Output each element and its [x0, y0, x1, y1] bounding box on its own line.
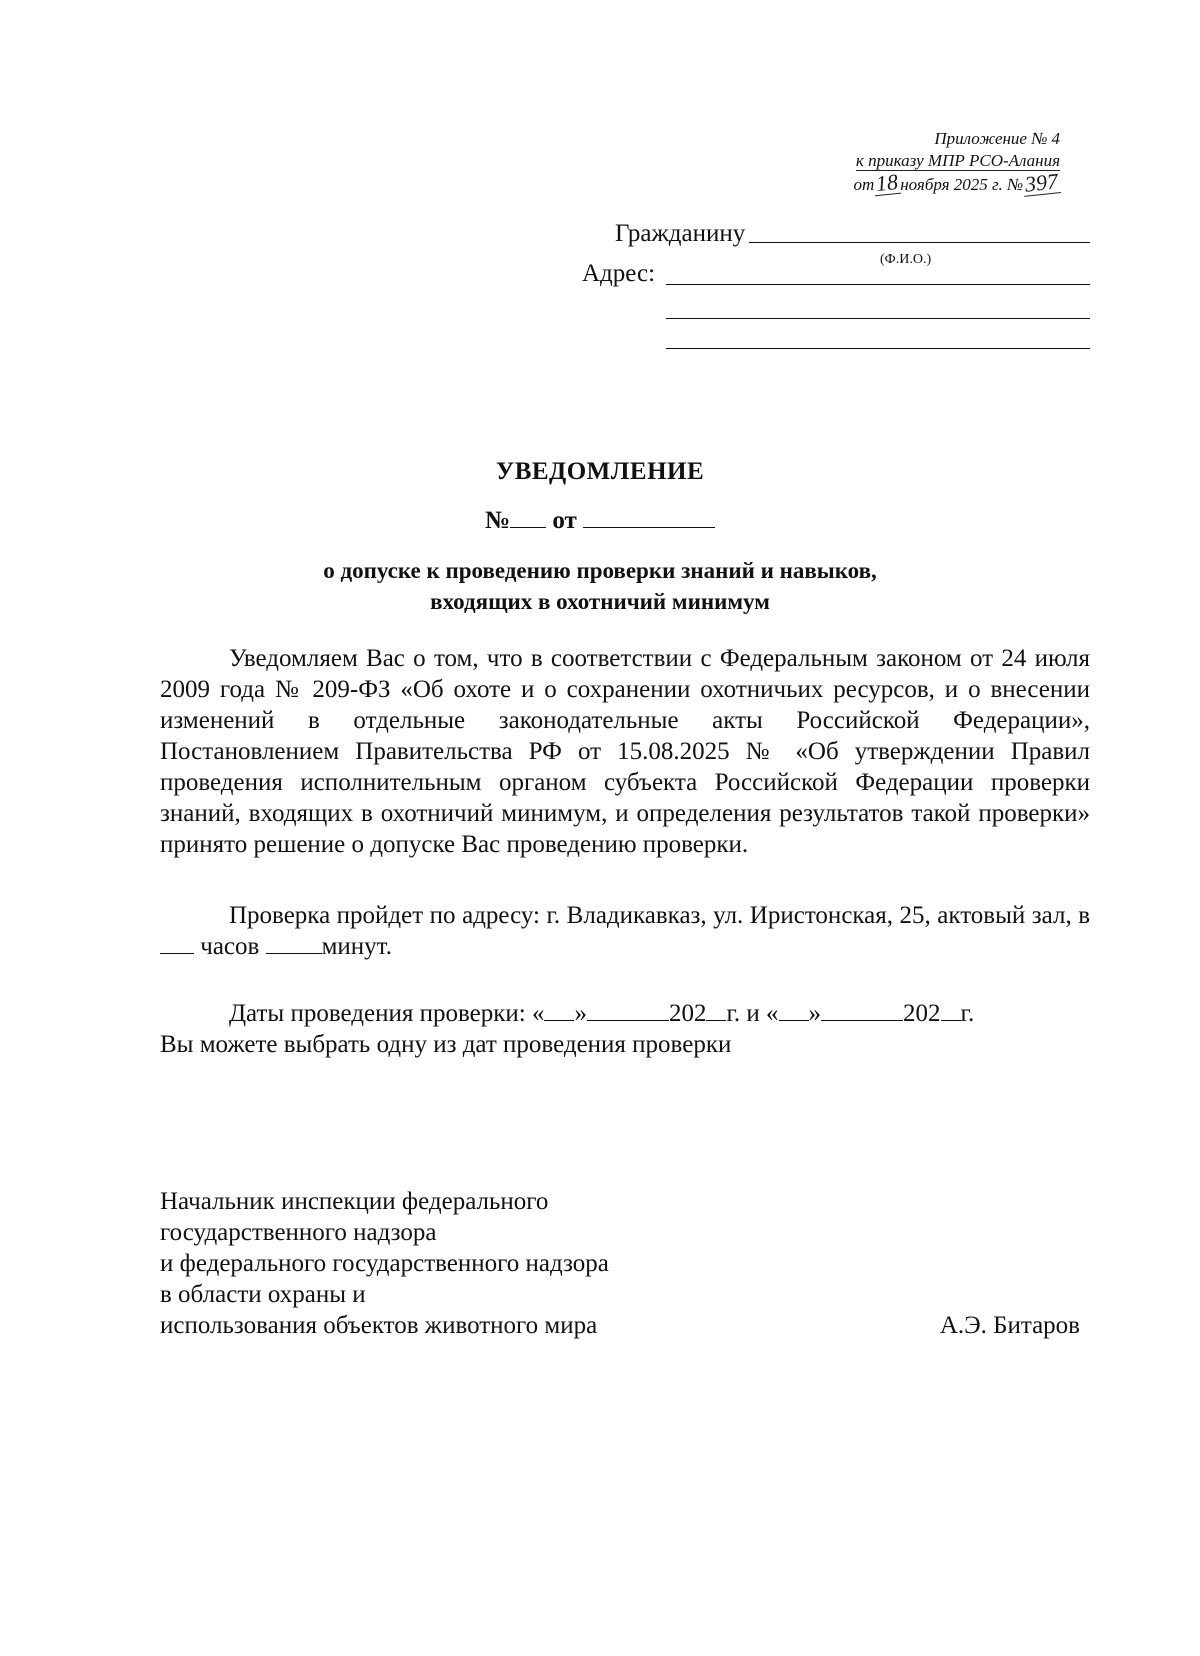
date1-quote-close: »: [574, 1000, 587, 1027]
subtitle-line-2: входящих в охотничий минимум: [430, 589, 770, 614]
date2-year-suffix: г.: [960, 1000, 975, 1027]
dates-label: Даты проведения проверки: «: [229, 1000, 545, 1027]
signer-position-line: Начальник инспекции федерального: [160, 1188, 549, 1215]
date1-day-blank[interactable]: [544, 1000, 574, 1021]
paragraph-location-text: [160, 900, 1090, 962]
document-title: УВЕДОМЛЕНИЕ: [495, 458, 705, 485]
date2-day-blank[interactable]: [779, 1000, 809, 1021]
address-line-1[interactable]: [666, 284, 1090, 285]
minutes-blank[interactable]: [266, 933, 322, 954]
dates-choice-note: Вы можете выбрать одну из дат проведения проверки: [160, 1031, 732, 1058]
subtitle-line-1: о допуске к проведению проверки знаний и навыков,: [323, 558, 877, 583]
number-label: №: [484, 507, 511, 534]
address-label: Адрес:: [582, 260, 656, 287]
location-text: Проверка пройдет по адресу: г. Владикавказ, ул. Иристонская, 25, актовый зал, в: [229, 902, 1090, 929]
document-subtitle: [0, 555, 1200, 617]
handwritten-order-number: 397: [1023, 168, 1060, 197]
from-label: от: [552, 507, 577, 534]
addressee-block: [582, 220, 1090, 364]
fio-caption: (Ф.И.О.): [880, 252, 932, 267]
date-separator: г. и «: [726, 1000, 779, 1027]
hours-label: часов: [200, 933, 260, 960]
notice-number-line: [0, 505, 1200, 535]
paragraph-location: [160, 900, 1090, 962]
paragraph-decision: [160, 643, 1090, 860]
signer-position-line: использования объектов животного мира: [160, 1312, 598, 1339]
signer-position-line: в области охраны и: [160, 1281, 366, 1308]
appendix-order-ref: к приказу МПР РСО-Алания: [855, 151, 1060, 170]
signature-block: [160, 1186, 1090, 1341]
handwritten-day: 18: [874, 168, 900, 197]
date-blank[interactable]: [583, 505, 715, 528]
date2-month-blank[interactable]: [821, 1000, 903, 1021]
signer-position-line: государственного надзора: [160, 1219, 437, 1246]
number-blank[interactable]: [510, 505, 546, 528]
date1-month-blank[interactable]: [587, 1000, 669, 1021]
address-line-2[interactable]: [666, 318, 1090, 319]
citizen-label: Гражданину: [615, 220, 746, 247]
date2-year-blank[interactable]: [941, 1000, 961, 1021]
date2-year-prefix: 202: [903, 1000, 941, 1027]
appendix-date-prefix: от: [853, 175, 875, 194]
address-row-2: [615, 304, 1090, 334]
signer-name: А.Э. Битаров: [939, 1312, 1080, 1339]
hours-blank[interactable]: [160, 933, 194, 954]
paragraph-dates: [160, 998, 1090, 1060]
appendix-line-2: [853, 150, 1060, 172]
citizen-row: [615, 220, 1090, 267]
appendix-header: [853, 128, 1060, 196]
paragraph-decision-text: Уведомляем Вас о том, что в соответствии с Федеральным законом от 24 июля 2009 года № 209-ФЗ «Об охоте и о сохранении охотничьих ресурсов, и о внесении изменений в отдельные законодательные акты Российской Федерации», Постановлением Правительства РФ от 15.08.2025 № «Об утверждении Правил проведения исполнительным органом субъекта Российской Федерации проверки знаний, входящих в охотничий минимум, и определения результатов такой проверки» принято решение о допуске Вас проведению проверки.: [160, 645, 1090, 858]
address-row-3: [615, 334, 1090, 364]
paragraph-dates-line: [160, 998, 1090, 1029]
signer-position-line: и федерального государственного надзора: [160, 1250, 609, 1277]
appendix-month-year: ноября 2025 г. №: [900, 175, 1023, 194]
address-line-3[interactable]: [666, 348, 1090, 349]
minutes-label: минут.: [321, 933, 392, 960]
citizen-name-line[interactable]: [749, 242, 1090, 243]
appendix-line-3: [853, 168, 1060, 197]
date1-year-blank[interactable]: [706, 1000, 726, 1021]
date1-year-prefix: 202: [668, 1000, 707, 1027]
date2-quote-close: »: [808, 1000, 822, 1027]
appendix-line-1: Приложение № 4: [934, 129, 1060, 148]
address-row: [582, 260, 1090, 304]
